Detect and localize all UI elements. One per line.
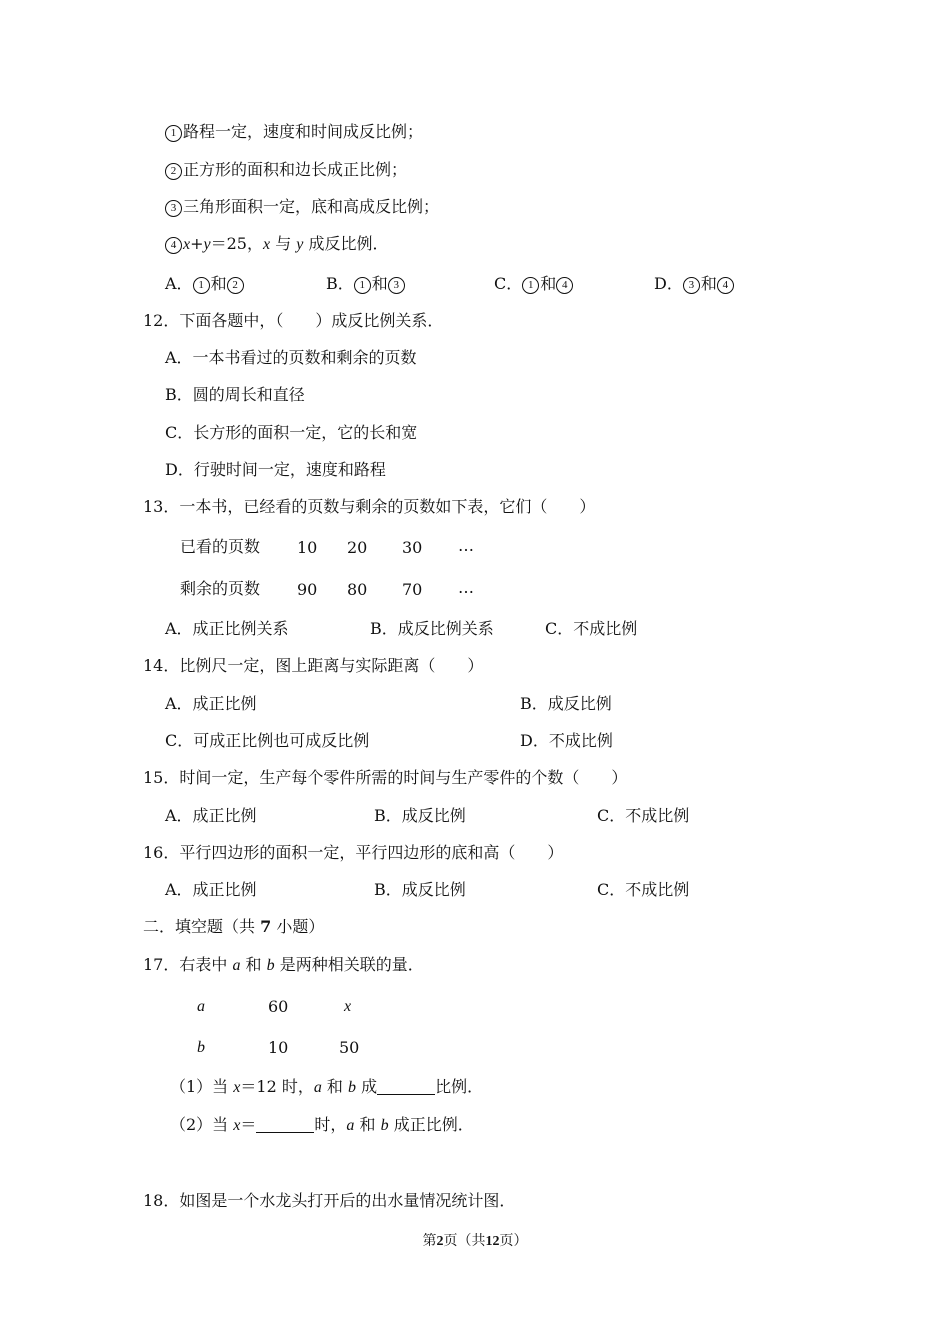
row-label: 已看的页数 — [180, 537, 261, 556]
text: 比例． — [435, 1077, 484, 1096]
question-16-stem: 16．平行四边形的面积一定，平行四边形的底和高（ ） — [143, 843, 564, 862]
statement-4 — [165, 234, 389, 255]
table-cell: 60 — [268, 997, 289, 1016]
table-cell: 20 — [347, 538, 368, 557]
table-cell: 10 — [297, 538, 318, 557]
option-b[interactable]: B．成反比例 — [374, 880, 466, 899]
text: ＝ — [240, 1115, 257, 1134]
statement-text: 三角形面积一定，底和高成反比例； — [183, 197, 440, 216]
text: ＝12 时， — [240, 1077, 314, 1096]
option-a[interactable]: A．成正比例 — [165, 880, 257, 899]
var-y: y — [203, 236, 211, 253]
and-text: 和 — [540, 274, 557, 293]
text: 与 — [270, 234, 297, 253]
question-count: 7 — [260, 917, 272, 936]
subquestion-2 — [170, 1115, 474, 1136]
option-b[interactable]: B．成反比例关系 — [370, 619, 494, 638]
table-cell: 80 — [347, 580, 368, 599]
var-x: x — [263, 236, 271, 253]
question-13-stem: 13．一本书，已经看的页数与剩余的页数如下表，它们（ ） — [143, 497, 596, 516]
var-x: x — [233, 1117, 241, 1134]
var-a: a — [346, 1117, 355, 1134]
option-a[interactable]: A．一本书看过的页数和剩余的页数 — [165, 348, 417, 367]
var-x: x — [233, 1079, 241, 1096]
text: 成正比例． — [388, 1115, 474, 1134]
equation-tail: ＝25， — [210, 234, 263, 253]
text: 和 — [354, 1115, 381, 1134]
table-cell: 70 — [402, 580, 423, 599]
row-label: a — [197, 998, 205, 1015]
circled-number: 1 — [522, 277, 539, 294]
option-c[interactable]: C．可成正比例也可成反比例 — [165, 731, 370, 750]
circled-number: 2 — [227, 277, 244, 294]
option-a[interactable]: A．成正比例关系 — [165, 619, 289, 638]
text: 和 — [321, 1077, 349, 1096]
page-footer — [0, 1230, 950, 1250]
option-d[interactable]: D．行驶时间一定，速度和路程 — [165, 460, 386, 479]
circled-number: 3 — [683, 277, 700, 294]
text: 成 — [356, 1077, 378, 1096]
option-a[interactable] — [165, 274, 245, 294]
text: 第 — [422, 1234, 437, 1249]
option-c[interactable]: C．长方形的面积一定，它的长和宽 — [165, 423, 418, 442]
option-d[interactable]: D．不成比例 — [520, 731, 613, 750]
answer-blank[interactable] — [377, 1078, 435, 1095]
circled-number: 3 — [165, 200, 182, 217]
answer-blank[interactable] — [256, 1116, 314, 1133]
circled-number: 1 — [165, 125, 182, 142]
question-14-stem: 14．比例尺一定，图上距离与实际距离（ ） — [143, 656, 484, 675]
text: 页（共 — [443, 1234, 486, 1249]
text: 小题） — [271, 917, 325, 936]
row-label: 剩余的页数 — [180, 579, 261, 598]
option-c[interactable]: C．不成比例 — [597, 806, 690, 825]
statement-3 — [165, 197, 439, 217]
text: 成反比例． — [303, 234, 389, 253]
table-cell: … — [458, 536, 474, 555]
subquestion-1 — [170, 1077, 483, 1098]
option-label: C． — [494, 274, 523, 293]
and-text: 和 — [210, 274, 227, 293]
circled-number: 4 — [717, 277, 734, 294]
option-c[interactable]: C．不成比例 — [597, 880, 690, 899]
text: （1）当 — [170, 1077, 234, 1096]
option-b[interactable] — [326, 274, 406, 294]
circled-number: 1 — [193, 277, 210, 294]
page-number: 2 — [436, 1234, 444, 1249]
table-cell: 30 — [402, 538, 423, 557]
question-18-stem: 18．如图是一个水龙头打开后的出水量情况统计图． — [143, 1191, 516, 1210]
var-a: a — [232, 957, 241, 974]
total-pages: 12 — [485, 1234, 500, 1249]
circled-number: 3 — [388, 277, 405, 294]
option-label: D． — [654, 274, 683, 293]
statement-1 — [165, 122, 423, 142]
text: 17．右表中 — [143, 955, 233, 974]
and-text: 和 — [371, 274, 388, 293]
option-a[interactable]: A．成正比例 — [165, 806, 257, 825]
table-cell: … — [458, 578, 474, 597]
statement-text: 正方形的面积和边长成正比例； — [183, 160, 408, 179]
question-12-stem: 12．下面各题中，（ ）成反比例关系． — [143, 311, 444, 330]
circled-number: 2 — [165, 163, 182, 180]
circled-number: 4 — [556, 277, 573, 294]
and-text: 和 — [700, 274, 717, 293]
question-17-stem — [143, 955, 424, 976]
table-cell: 50 — [339, 1038, 360, 1057]
var-a: a — [313, 1079, 322, 1096]
text: 二．填空题（共 — [143, 917, 261, 936]
text: （2）当 — [170, 1115, 234, 1134]
option-label: B． — [326, 274, 354, 293]
var-b: b — [348, 1079, 357, 1096]
statement-2 — [165, 160, 407, 180]
question-15-stem: 15．时间一定，生产每个零件所需的时间与生产零件的个数（ ） — [143, 768, 628, 787]
circled-number: 1 — [354, 277, 371, 294]
section-heading — [143, 917, 324, 937]
option-c[interactable] — [494, 274, 574, 294]
option-b[interactable]: B．成反比例 — [374, 806, 466, 825]
option-d[interactable] — [654, 274, 735, 294]
option-c[interactable]: C．不成比例 — [545, 619, 638, 638]
statement-text: 路程一定，速度和时间成反比例； — [183, 122, 424, 141]
table-cell: x — [344, 998, 352, 1015]
row-label: b — [197, 1039, 205, 1056]
table-cell: 90 — [297, 580, 318, 599]
var-x: x — [183, 236, 191, 253]
text: 和 — [240, 955, 267, 974]
option-a[interactable]: A．成正比例 — [165, 694, 257, 713]
text: 时， — [314, 1115, 347, 1134]
var-b: b — [380, 1117, 389, 1134]
option-label: A． — [165, 274, 193, 293]
circled-number: 4 — [165, 237, 182, 254]
var-b: b — [266, 957, 275, 974]
option-b[interactable]: B．圆的周长和直径 — [165, 385, 305, 404]
option-b[interactable]: B．成反比例 — [520, 694, 612, 713]
plus-sign: + — [190, 234, 204, 253]
var-y: y — [296, 236, 304, 253]
text: 是两种相关联的量． — [274, 955, 424, 974]
text: 页） — [499, 1234, 528, 1249]
table-cell: 10 — [268, 1038, 289, 1057]
